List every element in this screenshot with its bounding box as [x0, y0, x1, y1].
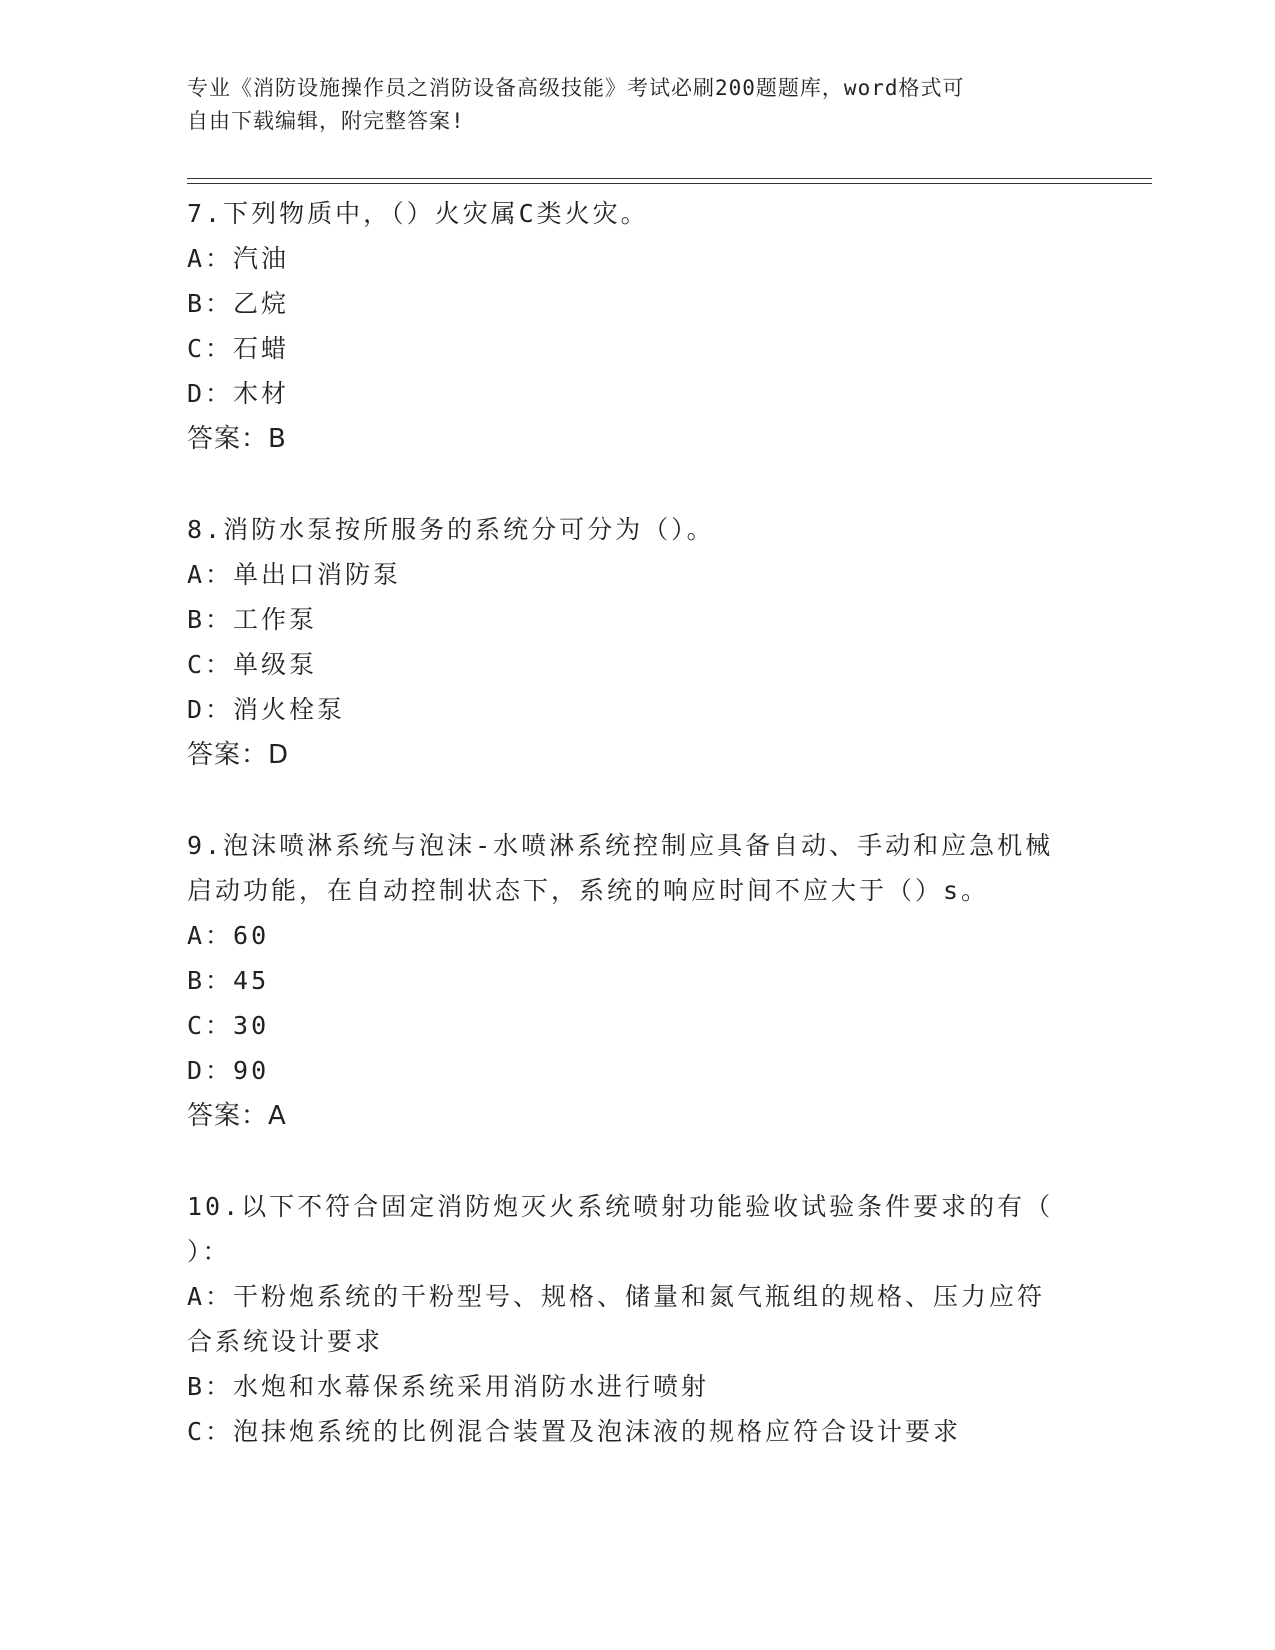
question-spacer — [187, 1139, 1087, 1184]
option-c: C：单级泵 — [187, 650, 318, 679]
option-a: A：汽油 — [187, 244, 290, 273]
header-divider-top — [187, 178, 1152, 179]
option-a-line-1: A：干粉炮系统的干粉型号、规格、储量和氮气瓶组的规格、压力应符 — [187, 1282, 1046, 1311]
option-a-line-2: 合系统设计要求 — [187, 1327, 384, 1356]
option-c: C：石蜡 — [187, 334, 290, 363]
question-stem: 8.消防水泵按所服务的系统分可分为（）。 — [187, 515, 715, 544]
answer: 答案：D — [187, 740, 290, 770]
question-8 — [187, 507, 1087, 778]
answer: 答案：A — [187, 1101, 287, 1131]
option-a: A：单出口消防泵 — [187, 560, 402, 589]
question-list — [187, 191, 1087, 1454]
header-line-2: 自由下载编辑，附完整答案! — [187, 109, 465, 133]
question-spacer — [187, 778, 1087, 823]
option-b: B：水炮和水幕保系统采用消防水进行喷射 — [187, 1372, 710, 1401]
question-stem: 7.下列物质中，（）火灾属C类火灾。 — [187, 199, 649, 228]
option-a: A：60 — [187, 921, 270, 950]
option-b: B：45 — [187, 966, 270, 995]
document-header — [187, 72, 1067, 138]
question-10 — [187, 1184, 1087, 1454]
question-stem-line-2: ）： — [187, 1237, 231, 1266]
header-divider-bottom — [187, 183, 1152, 184]
question-stem-line-1: 10.以下不符合固定消防炮灭火系统喷射功能验收试验条件要求的有（ — [187, 1192, 1054, 1221]
header-line-1: 专业《消防设施操作员之消防设备高级技能》考试必刷200题题库，word格式可 — [187, 76, 965, 100]
question-stem-line-2: 启动功能，在自动控制状态下，系统的响应时间不应大于（）s。 — [187, 876, 990, 905]
option-d: D：消火栓泵 — [187, 695, 346, 724]
option-d: D：90 — [187, 1056, 270, 1085]
question-spacer — [187, 462, 1087, 507]
question-stem-line-1: 9.泡沫喷淋系统与泡沫-水喷淋系统控制应具备自动、手动和应急机械 — [187, 831, 1054, 860]
option-c: C：30 — [187, 1011, 270, 1040]
answer: 答案：B — [187, 424, 287, 454]
option-c: C：泡抹炮系统的比例混合装置及泡沫液的规格应符合设计要求 — [187, 1417, 962, 1446]
option-d: D：木材 — [187, 379, 290, 408]
option-b: B：工作泵 — [187, 605, 318, 634]
question-9 — [187, 823, 1087, 1139]
question-7 — [187, 191, 1087, 462]
option-b: B：乙烷 — [187, 289, 290, 318]
